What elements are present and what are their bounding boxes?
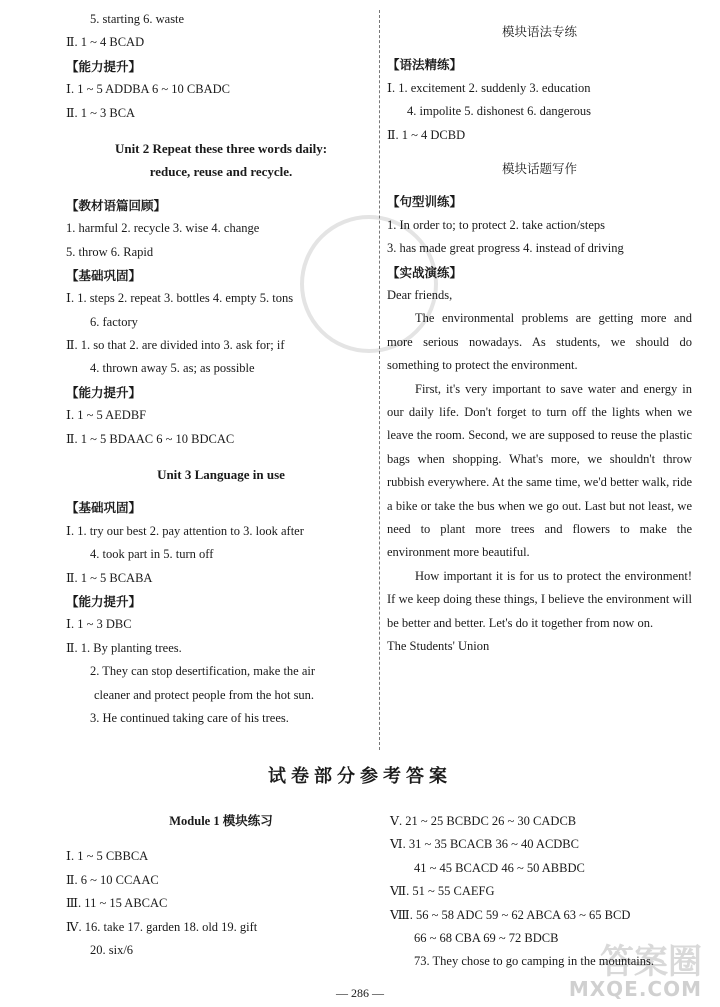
answer-line: Ⅱ. 6 ~ 10 CCAAC <box>66 872 159 887</box>
answer-line: 4. took part in 5. turn off <box>90 547 214 562</box>
section-heading: 【实战演练】 <box>387 264 463 280</box>
answer-line: Ⅰ. 1. try our best 2. pay attention to 3. look after <box>66 523 304 538</box>
answer-line: 4. impolite 5. dishonest 6. dangerous <box>407 104 592 119</box>
answer-line: 3. He continued taking care of his trees. <box>90 710 289 725</box>
spacer <box>387 8 692 20</box>
spacer <box>66 125 376 137</box>
column-divider <box>379 10 380 750</box>
left-column <box>66 8 376 730</box>
module-section-title: 模块语法专练 <box>501 24 577 39</box>
section-heading: 【语法精练】 <box>387 57 463 73</box>
answer-line: Ⅳ. 16. take 17. garden 18. old 19. gift <box>66 919 258 934</box>
bottom-left-column <box>66 810 376 962</box>
section-heading: 【教材语篇回顾】 <box>66 197 167 213</box>
answer-line: 73. They chose to go camping in the mountains. <box>414 954 655 969</box>
page-number: — 286 — <box>336 986 384 1000</box>
answer-line: Ⅱ. 1 ~ 4 BCAD <box>66 35 145 50</box>
spacer <box>66 486 376 496</box>
spacer <box>387 43 692 53</box>
answer-line: Ⅰ. 1 ~ 3 DBC <box>66 617 132 632</box>
letter-paragraph: First, it's very important to save water and energy in our daily life. Don't forget to turn off the lights when we leave the room. Second, we are supposed to reuse the plastic bags when shopping. What's more, we shouldn't throw rubbish everywhere. At the same time, we'd better walk, ride a bike or take the bus when we go out. Last but not least, we need to plant more trees and flowers to make the environment more beautiful. <box>387 381 692 560</box>
answer-line: Ⅰ. 1 ~ 5 ADDBA 6 ~ 10 CBADC <box>66 82 230 97</box>
answer-line: 3. has made great progress 4. instead of driving <box>387 241 624 256</box>
answer-line: 5. throw 6. Rapid <box>66 244 154 259</box>
answer-line: Ⅱ. 1 ~ 4 DCBD <box>387 127 466 142</box>
section-heading: 【能力提升】 <box>66 593 142 609</box>
unit-title: Unit 2 Repeat these three words daily: <box>114 140 328 156</box>
bottom-right-column <box>390 810 695 974</box>
spacer <box>387 180 692 190</box>
letter-paragraph: The environmental problems are getting more and more serious nowadays. As students, we should do something to protect the environment. <box>387 311 692 373</box>
letter-greeting: Dear friends, <box>387 287 453 302</box>
watermark-site: MXQE.COM <box>568 977 702 1001</box>
spacer <box>66 451 376 463</box>
answer-line: Ⅰ. 1 ~ 5 AEDBF <box>66 408 147 423</box>
module-section-title: 模块话题写作 <box>501 160 577 176</box>
section-heading: 【能力提升】 <box>66 58 142 74</box>
answer-line: 1. harmful 2. recycle 3. wise 4. change <box>66 221 260 236</box>
answer-line: cleaner and protect people from the hot sun. <box>94 687 315 702</box>
answer-line: Ⅱ. 1. so that 2. are divided into 3. ask for; if <box>66 338 285 353</box>
answer-line: Ⅱ. 1. By planting trees. <box>66 640 182 655</box>
module-title: Module 1 模块练习 <box>169 814 273 828</box>
answer-line: 4. thrown away 5. as; as possible <box>90 361 255 376</box>
answer-line: Ⅲ. 11 ~ 15 ABCAC <box>66 896 168 911</box>
answer-line: Ⅱ. 1 ~ 5 BDAAC 6 ~ 10 BDCAC <box>66 431 235 446</box>
answer-line: 66 ~ 68 CBA 69 ~ 72 BDCB <box>414 930 559 945</box>
answer-line: 41 ~ 45 BCACD 46 ~ 50 ABBDC <box>414 860 585 875</box>
spacer <box>387 147 692 157</box>
answer-line: Ⅶ. 51 ~ 55 CAEFG <box>390 884 495 899</box>
section-heading: 【能力提升】 <box>66 384 142 400</box>
right-column <box>387 8 692 658</box>
answer-line: Ⅱ. 1 ~ 5 BCABA <box>66 570 153 585</box>
answer-line: Ⅴ. 21 ~ 25 BCBDC 26 ~ 30 CADCB <box>390 814 577 828</box>
answer-line: Ⅵ. 31 ~ 35 BCACB 36 ~ 40 ACDBC <box>390 837 579 852</box>
answer-line: 6. factory <box>90 314 138 329</box>
section-heading: 【句型训练】 <box>387 194 463 210</box>
watermark-logo: 答案圈 <box>600 942 702 982</box>
paper-answers-title: 试卷部分参考答案 <box>268 766 452 787</box>
spacer <box>66 833 376 845</box>
letter-signoff: The Students' Union <box>387 638 490 653</box>
answer-line: 20. six/6 <box>90 942 134 957</box>
section-heading: 【基础巩固】 <box>66 500 142 516</box>
answer-line: Ⅰ. 1. excitement 2. suddenly 3. education <box>387 80 591 95</box>
letter-paragraph: How important it is for us to protect the environment! If we keep doing these things, I believe the environment will be better and better. Let's do it together from now on. <box>387 568 692 630</box>
answer-line: 5. starting 6. waste <box>90 12 185 26</box>
unit-title: Unit 3 Language in use <box>157 467 285 483</box>
spacer <box>66 184 376 194</box>
answer-line: Ⅰ. 1 ~ 5 CBBCA <box>66 849 149 864</box>
answer-line: 2. They can stop desertification, make the air <box>90 664 316 679</box>
answer-line: Ⅷ. 56 ~ 58 ADC 59 ~ 62 ABCA 63 ~ 65 BCD <box>390 907 631 922</box>
section-heading: 【基础巩固】 <box>66 267 142 283</box>
unit-title: reduce, reuse and recycle. <box>149 164 293 180</box>
answer-line: Ⅱ. 1 ~ 3 BCA <box>66 105 136 120</box>
answer-line: 1. In order to; to protect 2. take action/steps <box>387 217 605 232</box>
answer-line: Ⅰ. 1. steps 2. repeat 3. bottles 4. empty 5. tons <box>66 291 294 306</box>
